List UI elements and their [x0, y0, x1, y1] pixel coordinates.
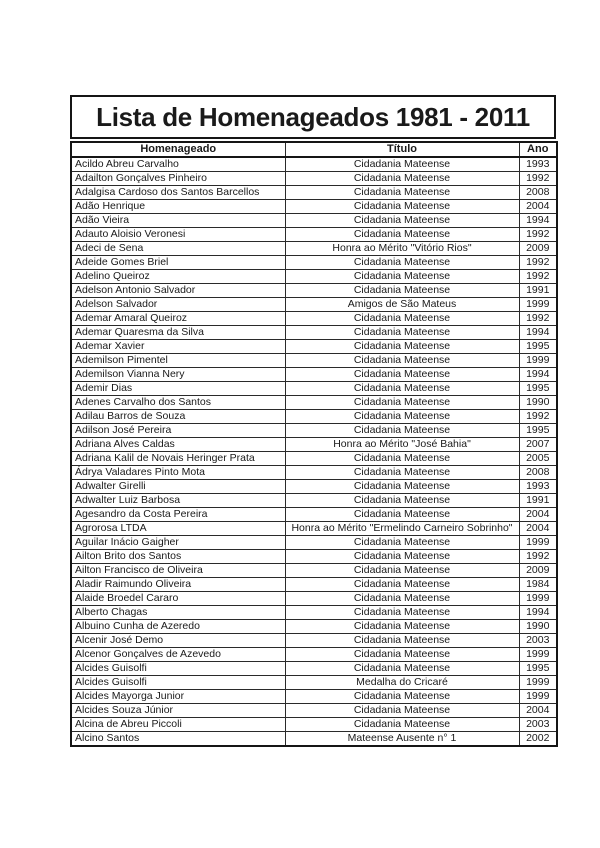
honor-title-cell: Cidadania Mateense [285, 424, 519, 438]
year-cell: 1991 [519, 284, 557, 298]
year-cell: 1999 [519, 676, 557, 690]
table-row [71, 326, 557, 340]
honor-title-cell: Cidadania Mateense [285, 200, 519, 214]
honor-title-cell: Cidadania Mateense [285, 606, 519, 620]
table-row [71, 186, 557, 200]
honor-title-cell: Cidadania Mateense [285, 410, 519, 424]
honor-title-cell: Cidadania Mateense [285, 228, 519, 242]
year-cell: 1995 [519, 662, 557, 676]
honor-title-cell: Cidadania Mateense [285, 620, 519, 634]
year-cell: 1992 [519, 228, 557, 242]
table-row [71, 480, 557, 494]
honoree-name-cell: Alcides Guisolfi [71, 662, 285, 676]
honor-title-cell: Honra ao Mérito "Vitório Rios" [285, 242, 519, 256]
year-cell: 1992 [519, 550, 557, 564]
honor-title-cell: Cidadania Mateense [285, 284, 519, 298]
year-cell: 2005 [519, 452, 557, 466]
honor-title-cell: Honra ao Mérito "José Bahia" [285, 438, 519, 452]
year-cell: 1992 [519, 410, 557, 424]
table-row [71, 690, 557, 704]
year-cell: 1994 [519, 368, 557, 382]
honor-title-cell: Cidadania Mateense [285, 214, 519, 228]
honoree-name-cell: Adilau Barros de Souza [71, 410, 285, 424]
honoree-name-cell: Adwalter Girelli [71, 480, 285, 494]
table-row [71, 522, 557, 536]
honor-title-cell: Cidadania Mateense [285, 536, 519, 550]
honor-title-cell: Cidadania Mateense [285, 326, 519, 340]
column-header-ano: Ano [519, 142, 557, 157]
honor-title-cell: Cidadania Mateense [285, 634, 519, 648]
honoree-name-cell: Ademar Amaral Queiroz [71, 312, 285, 326]
honor-title-cell: Cidadania Mateense [285, 186, 519, 200]
table-row [71, 704, 557, 718]
table-row [71, 312, 557, 326]
year-cell: 2009 [519, 564, 557, 578]
honoree-name-cell: Adilson José Pereira [71, 424, 285, 438]
year-cell: 2004 [519, 200, 557, 214]
table-row [71, 228, 557, 242]
table-row [71, 564, 557, 578]
table-row [71, 354, 557, 368]
year-cell: 2007 [519, 438, 557, 452]
honoree-name-cell: Alcides Guisolfi [71, 676, 285, 690]
honoree-name-cell: Adelino Queiroz [71, 270, 285, 284]
year-cell: 2003 [519, 634, 557, 648]
year-cell: 2004 [519, 508, 557, 522]
honoree-name-cell: Alcenor Gonçalves de Azevedo [71, 648, 285, 662]
honoree-name-cell: Adwalter Luiz Barbosa [71, 494, 285, 508]
honor-title-cell: Cidadania Mateense [285, 396, 519, 410]
honoree-name-cell: Adelson Antonio Salvador [71, 284, 285, 298]
honoree-name-cell: Ailton Brito dos Santos [71, 550, 285, 564]
honoree-name-cell: Ademar Quaresma da Silva [71, 326, 285, 340]
honor-title-cell: Cidadania Mateense [285, 578, 519, 592]
honoree-name-cell: Alaide Broedel Cararo [71, 592, 285, 606]
table-row [71, 340, 557, 354]
table-row [71, 662, 557, 676]
table-row [71, 648, 557, 662]
table-row [71, 256, 557, 270]
honoree-name-cell: Adriana Kalil de Novais Heringer Prata [71, 452, 285, 466]
year-cell: 1984 [519, 578, 557, 592]
honor-title-cell: Cidadania Mateense [285, 550, 519, 564]
year-cell: 1994 [519, 326, 557, 340]
year-cell: 1991 [519, 494, 557, 508]
year-cell: 1992 [519, 270, 557, 284]
honoree-name-cell: Adelson Salvador [71, 298, 285, 312]
honor-title-cell: Cidadania Mateense [285, 340, 519, 354]
honor-title-cell: Cidadania Mateense [285, 690, 519, 704]
table-row [71, 157, 557, 172]
honoree-name-cell: Albuino Cunha de Azeredo [71, 620, 285, 634]
table-row [71, 424, 557, 438]
honoree-name-cell: Ádrya Valadares Pinto Mota [71, 466, 285, 480]
honoree-name-cell: Alcina de Abreu Piccoli [71, 718, 285, 732]
table-row [71, 620, 557, 634]
table-row [71, 550, 557, 564]
year-cell: 1994 [519, 606, 557, 620]
table-row [71, 606, 557, 620]
year-cell: 1993 [519, 480, 557, 494]
honor-title-cell: Cidadania Mateense [285, 718, 519, 732]
year-cell: 2008 [519, 186, 557, 200]
year-cell: 1992 [519, 172, 557, 186]
table-header-row [71, 142, 557, 157]
honoree-name-cell: Adauto Aloisio Veronesi [71, 228, 285, 242]
honoree-name-cell: Alcino Santos [71, 732, 285, 747]
table-row [71, 466, 557, 480]
honor-title-cell: Mateense Ausente n° 1 [285, 732, 519, 747]
honor-title-cell: Cidadania Mateense [285, 368, 519, 382]
honoree-name-cell: Adão Henrique [71, 200, 285, 214]
honor-title-cell: Cidadania Mateense [285, 172, 519, 186]
page-title: Lista de Homenageados 1981 - 2011 [70, 95, 556, 139]
table-row [71, 438, 557, 452]
table-row [71, 592, 557, 606]
year-cell: 1999 [519, 648, 557, 662]
honoree-name-cell: Alberto Chagas [71, 606, 285, 620]
table-row [71, 214, 557, 228]
year-cell: 1990 [519, 620, 557, 634]
year-cell: 1992 [519, 312, 557, 326]
honor-title-cell: Cidadania Mateense [285, 592, 519, 606]
year-cell: 1995 [519, 340, 557, 354]
table-row [71, 382, 557, 396]
table-row [71, 242, 557, 256]
year-cell: 2004 [519, 522, 557, 536]
honor-title-cell: Amigos de São Mateus [285, 298, 519, 312]
table-row [71, 452, 557, 466]
honoree-name-cell: Alcides Mayorga Junior [71, 690, 285, 704]
honor-title-cell: Cidadania Mateense [285, 157, 519, 172]
table-row [71, 298, 557, 312]
honoree-name-cell: Agesandro da Costa Pereira [71, 508, 285, 522]
honoree-name-cell: Agrorosa LTDA [71, 522, 285, 536]
honoree-name-cell: Ademilson Vianna Nery [71, 368, 285, 382]
honoree-name-cell: Adeci de Sena [71, 242, 285, 256]
year-cell: 1992 [519, 256, 557, 270]
table-row [71, 718, 557, 732]
year-cell: 1995 [519, 424, 557, 438]
honoree-name-cell: Adriana Alves Caldas [71, 438, 285, 452]
honoree-name-cell: Ademar Xavier [71, 340, 285, 354]
year-cell: 1999 [519, 592, 557, 606]
honor-title-cell: Medalha do Cricaré [285, 676, 519, 690]
honor-title-cell: Cidadania Mateense [285, 662, 519, 676]
honoree-name-cell: Adalgisa Cardoso dos Santos Barcellos [71, 186, 285, 200]
honor-title-cell: Cidadania Mateense [285, 466, 519, 480]
column-header-homenageado: Homenageado [71, 142, 285, 157]
honoree-name-cell: Aguilar Inácio Gaigher [71, 536, 285, 550]
honor-title-cell: Honra ao Mérito "Ermelindo Carneiro Sobrinho" [285, 522, 519, 536]
year-cell: 1990 [519, 396, 557, 410]
honor-title-cell: Cidadania Mateense [285, 354, 519, 368]
year-cell: 1995 [519, 382, 557, 396]
table-row [71, 396, 557, 410]
year-cell: 2009 [519, 242, 557, 256]
year-cell: 1993 [519, 157, 557, 172]
table-row [71, 410, 557, 424]
honoree-name-cell: Acildo Abreu Carvalho [71, 157, 285, 172]
honor-title-cell: Cidadania Mateense [285, 648, 519, 662]
honor-title-cell: Cidadania Mateense [285, 256, 519, 270]
honor-title-cell: Cidadania Mateense [285, 508, 519, 522]
honoree-name-cell: Adão Vieira [71, 214, 285, 228]
year-cell: 1999 [519, 298, 557, 312]
table-row [71, 172, 557, 186]
table-row [71, 578, 557, 592]
year-cell: 2008 [519, 466, 557, 480]
honor-title-cell: Cidadania Mateense [285, 312, 519, 326]
honoree-name-cell: Aladir Raimundo Oliveira [71, 578, 285, 592]
honor-title-cell: Cidadania Mateense [285, 270, 519, 284]
year-cell: 1999 [519, 690, 557, 704]
table-row [71, 732, 557, 747]
table-row [71, 270, 557, 284]
honor-title-cell: Cidadania Mateense [285, 452, 519, 466]
year-cell: 1999 [519, 354, 557, 368]
honoree-name-cell: Ademilson Pimentel [71, 354, 285, 368]
year-cell: 2003 [519, 718, 557, 732]
honoree-name-cell: Adeide Gomes Briel [71, 256, 285, 270]
document-page [70, 95, 556, 747]
year-cell: 1994 [519, 214, 557, 228]
table-row [71, 368, 557, 382]
honoree-name-cell: Adailton Gonçalves Pinheiro [71, 172, 285, 186]
table-row [71, 284, 557, 298]
year-cell: 2002 [519, 732, 557, 747]
table-row [71, 536, 557, 550]
honor-title-cell: Cidadania Mateense [285, 564, 519, 578]
table-row [71, 508, 557, 522]
year-cell: 1999 [519, 536, 557, 550]
honorees-table [70, 141, 558, 747]
honor-title-cell: Cidadania Mateense [285, 704, 519, 718]
honoree-name-cell: Alcides Souza Júnior [71, 704, 285, 718]
honoree-name-cell: Ailton Francisco de Oliveira [71, 564, 285, 578]
honoree-name-cell: Adenes Carvalho dos Santos [71, 396, 285, 410]
table-row [71, 676, 557, 690]
honor-title-cell: Cidadania Mateense [285, 494, 519, 508]
table-row [71, 634, 557, 648]
honoree-name-cell: Alcenir José Demo [71, 634, 285, 648]
honor-title-cell: Cidadania Mateense [285, 382, 519, 396]
honor-title-cell: Cidadania Mateense [285, 480, 519, 494]
table-body [71, 157, 557, 746]
table-row [71, 494, 557, 508]
column-header-titulo: Título [285, 142, 519, 157]
honoree-name-cell: Ademir Dias [71, 382, 285, 396]
table-row [71, 200, 557, 214]
year-cell: 2004 [519, 704, 557, 718]
